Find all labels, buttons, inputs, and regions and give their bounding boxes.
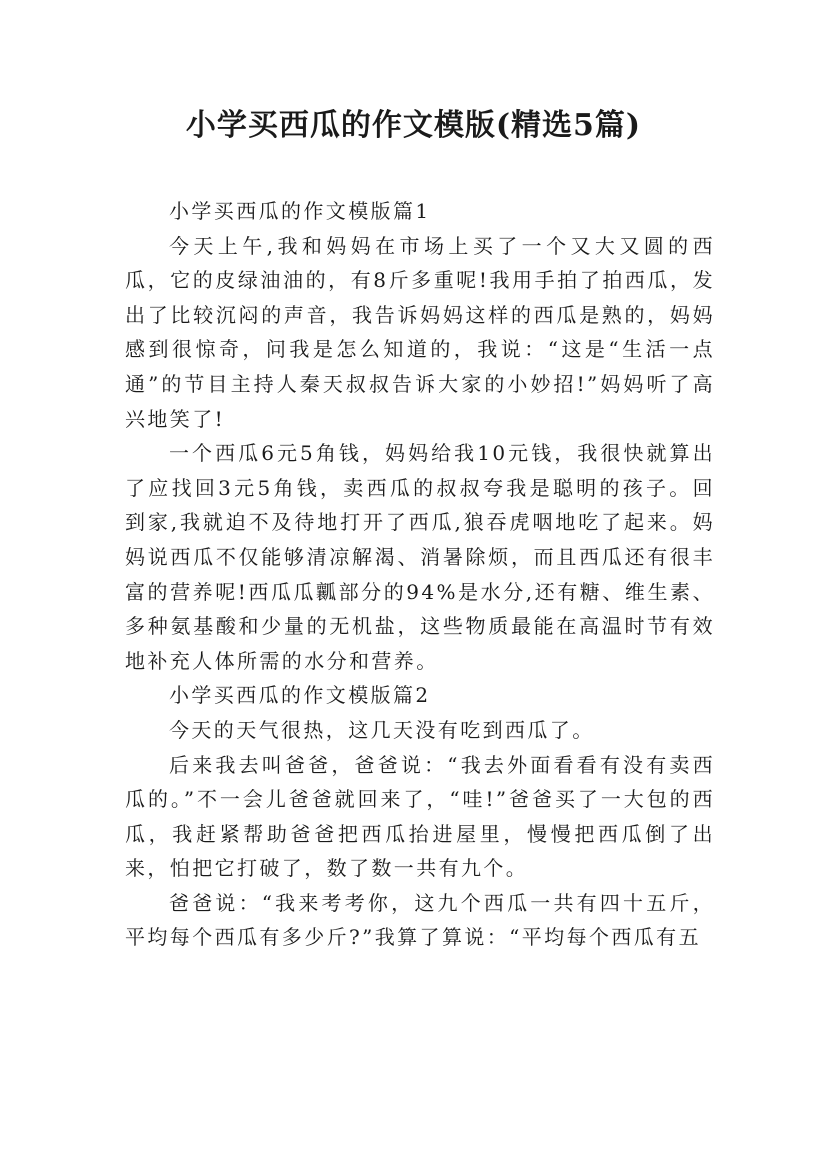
document-title: 小学买西瓜的作文模版(精选5篇) xyxy=(185,108,642,143)
paragraph-2: 一个西瓜6元5角钱，妈妈给我10元钱，我很快就算出了应找回3元5角钱，卖西瓜的叔叔夸我是聪明的孩子。回到家,我就迫不及待地打开了西瓜,狼吞虎咽地吃了起来。妈妈说西瓜不仅能够清凉解渴、消暑除烦，而且西瓜还有很丰富的营养呢!西瓜瓜瓤部分的94%是水分,还有糖、维生素、多种氨基酸和少量的无机盐，这些物质最能在高温时节有效地补充人体所需的水分和营养。 xyxy=(125,441,715,673)
section-heading-1: 小学买西瓜的作文模版篇1 xyxy=(169,199,431,223)
paragraph-4: 后来我去叫爸爸，爸爸说：“我去外面看看有没有卖西瓜的。”不一会儿爸爸就回来了，“哇!”爸爸买了一大包的西瓜，我赶紧帮助爸爸把西瓜抬进屋里，慢慢把西瓜倒了出来，怕把它打破了，数了数一共有九个。 xyxy=(125,752,715,881)
section-heading-2: 小学买西瓜的作文模版篇2 xyxy=(169,683,431,708)
paragraph-5: 爸爸说：“我来考考你，这九个西瓜一共有四十五斤，平均每个西瓜有多少斤?”我算了算说：“平均每个西瓜有五 xyxy=(125,890,715,950)
paragraph-1: 今天上午,我和妈妈在市场上买了一个又大又圆的西瓜，它的皮绿油油的，有8斤多重呢!我用手拍了拍西瓜，发出了比较沉闷的声音，我告诉妈妈这样的西瓜是熟的，妈妈感到很惊奇，问我是怎么知道的，我说：“这是“生活一点通”的节目主持人秦天叔叔告诉大家的小妙招!”妈妈听了高兴地笑了! xyxy=(125,233,715,431)
document-body xyxy=(125,194,715,955)
paragraph-3: 今天的天气很热，这几天没有吃到西瓜了。 xyxy=(169,717,595,742)
